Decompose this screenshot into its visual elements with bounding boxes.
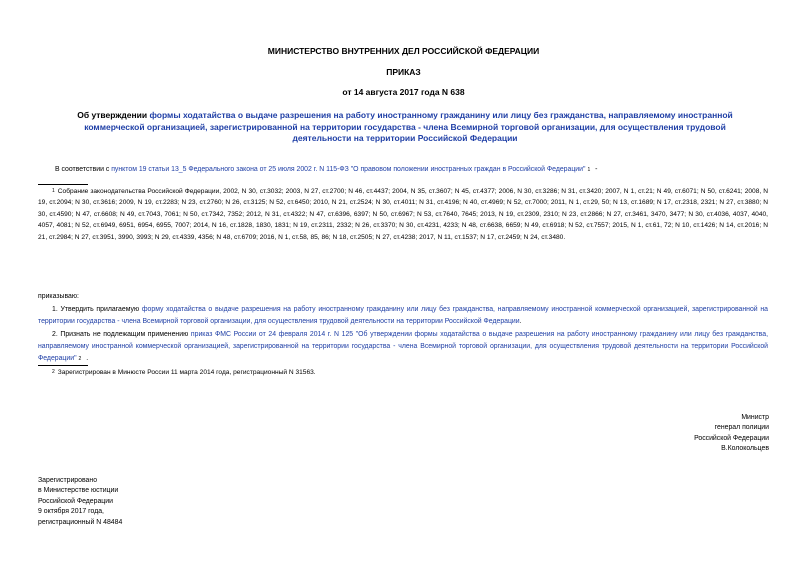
title-prefix: Об утверждении: [77, 110, 150, 120]
legal-basis: [55, 164, 775, 176]
signature-rank: генерал полиции: [714, 424, 769, 432]
registration-line-3: Российской Федерации: [38, 497, 113, 505]
item-2: [38, 329, 768, 366]
item1-prefix: 1. Утвердить прилагаемую: [52, 306, 142, 313]
footnote1-marker: 1: [52, 188, 55, 194]
item-1: [38, 304, 768, 328]
footnote2: [38, 367, 768, 378]
basis-suffix: -: [593, 166, 598, 173]
basis-law-link[interactable]: пунктом 19 статьи 13_5 Федерального закона от 25 июля 2002 г. N 115-ФЗ "О правовом положении иностранных граждан в Российской Федерации": [111, 166, 586, 173]
footnote2-divider: [38, 365, 88, 366]
footnote1-text: Собрание законодательства Российской Федерации, 2002, N 30, ст.3032; 2003, N 27, ст.2700; N 46, ст.4437; 2004, N 35, ст.3607; N 45, ст.4377; 2006, N 30, ст.3286; N 31, ст.3420; 2007, N 1, ст.21; N 49, ст.6071; N 50, ст.6241; 2008, N 19, ст.2094; N 30, ст.3616; 2009, N 19, ст.2283; N 23, ст.2760; N 26, ст.3125; N 52, ст.6450; 2010, N 21, ст.2524; N 30, ст.4011; N 31, ст.4196; N 40, ст.4969; N 52, ст.7000; 2011, N 1, ст.29, 50; N 13, ст.1689; N 17, ст.2318, 2321; N 27, ст.3880; N 30, ст.4590; N 47, ст.6608; N 49, ст.7043, 7061; N 50, ст.7342, 7352; 2012, N 31, ст.4322; N 47, ст.6396, 6397; N 50, ст.6967; N 53, ст.7640, 7645; 2013, N 19, ст.2309, 2310; N 23, ст.2866; N 27, ст.3461, 3470, 3477; N 30, ст.4036, 4037, 4040, 4057, 4081; N 52, ст.6949, 6951, 6954, 6955, 7007; 2014, N 16, ст.1828, 1830, 1831; N 19, ст.2311, 2332; N 26, ст.3370; N 30, ст.4231, 4233; N 48, ст.6638, 6659; N 49, ст.6918; N 52, ст.7557; 2015, N 1, ст.61, 72; N 10, ст.1426; N 14, ст.2016; N 21, ст.2984; N 27, ст.3951, 3990, 3993; N 29, ст.4339, 4356; N 48, ст.6709; 2016, N 1, ст.58, 85, 86; N 18, ст.2505; N 27, ст.4238; 2017, N 11, ст.1537; N 17, ст.2459; N 24, ст.3480.: [38, 188, 768, 241]
registration-block: [38, 476, 122, 528]
item2-fms-order-link[interactable]: приказ ФМС России от 24 февраля 2014 г. N 125 "Об утверждении формы ходатайства о выдаче разрешения на работу иностранному гражданину или лицу без гражданства, направляемому иностранной коммерческой организацией, зарегистрированной на территории государства - члена Всемирной торговой организации, для осуществления трудовой деятельности на территории Российской Федерации": [38, 331, 768, 363]
footnote1: [38, 186, 768, 243]
footnote1-ref: 1: [587, 167, 591, 173]
title-form-link[interactable]: формы ходатайства о выдаче разрешения на работу иностранному гражданину или лицу без гражданства, направляемому иностранной коммерческой организацией, зарегистрированной на территории государства - члена Всемирной торговой организации, для осуществления трудовой деятельности на территории Российской Федерации: [84, 110, 733, 144]
signature-name: В.Колокольцев: [721, 445, 769, 453]
footnote1-divider: [38, 184, 88, 185]
signature-title: Министр: [741, 414, 769, 421]
footnote2-marker: 2: [52, 369, 55, 375]
footnote2-ref: 2: [78, 356, 82, 363]
item1-suffix: .: [519, 318, 522, 326]
signature-country: Российской Федерации: [694, 434, 769, 442]
item2-suffix: .: [84, 355, 89, 363]
registration-line-4: 9 октября 2017 года,: [38, 508, 104, 516]
signature-block: [694, 413, 769, 455]
registration-line-5: регистрационный N 48484: [38, 518, 123, 526]
date-number-heading: от 14 августа 2017 года N 638: [342, 87, 465, 97]
basis-prefix: В соответствии с: [55, 166, 112, 173]
doc-type-heading: ПРИКАЗ: [386, 67, 421, 77]
document-title: [60, 110, 750, 145]
footnote2-text: Зарегистрирован в Минюсте России 11 марта 2014 года, регистрационный N 31563.: [57, 369, 316, 376]
order-word: приказываю:: [38, 293, 79, 300]
registration-line-2: в Министерстве юстиции: [38, 487, 119, 495]
item2-prefix: 2. Признать не подлежащим применению: [52, 331, 191, 338]
item1-form-link[interactable]: форму ходатайства о выдаче разрешения на работу иностранному гражданину или лицу без гражданства, направляемому иностранной коммерческой организацией, зарегистрированной на территории государства - члена Всемирной торговой организации, для осуществления трудовой деятельности на территории Российской Федерации: [38, 306, 769, 326]
registration-line-1: Зарегистрировано: [38, 477, 98, 484]
ministry-heading: МИНИСТЕРСТВО ВНУТРЕННИХ ДЕЛ РОССИЙСКОЙ ФЕДЕРАЦИИ: [267, 46, 540, 56]
